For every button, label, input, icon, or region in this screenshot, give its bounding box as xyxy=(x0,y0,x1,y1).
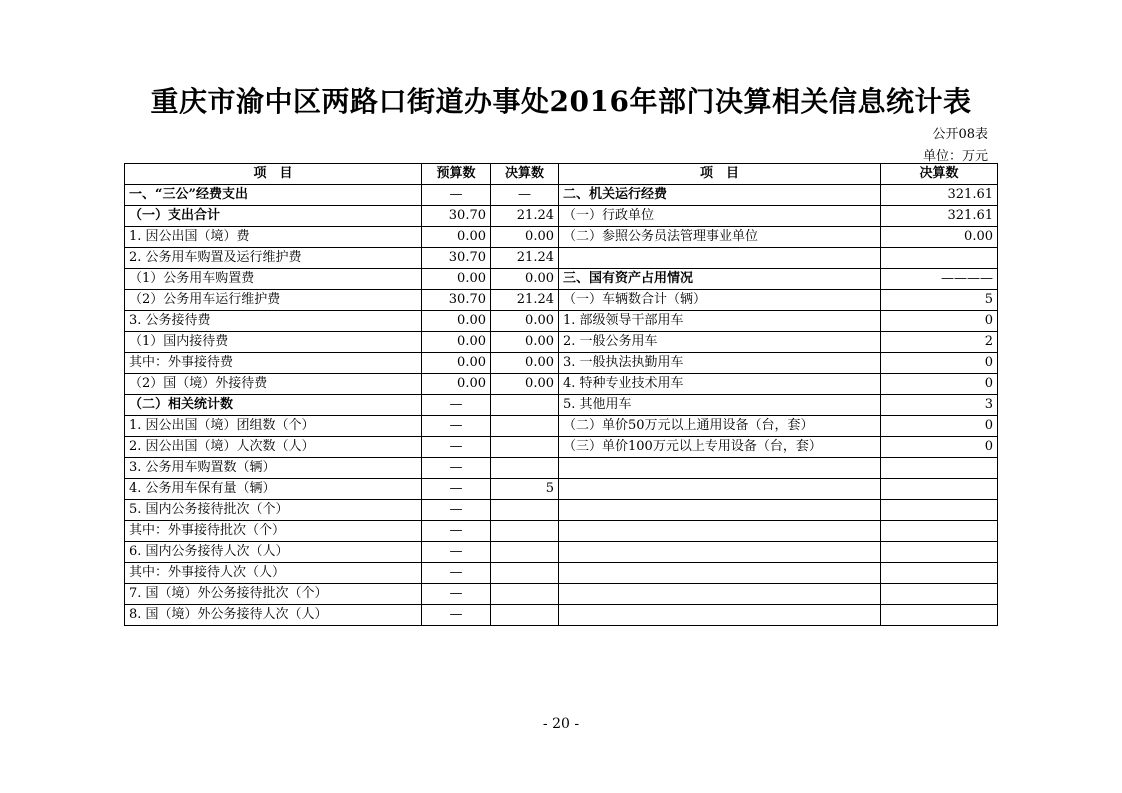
row-item: （二）相关统计数 xyxy=(125,395,422,416)
row-budget: 30.70 xyxy=(422,290,491,311)
row-actual xyxy=(491,605,559,626)
table-row xyxy=(125,437,998,458)
table-row xyxy=(125,290,998,311)
unit-label: 单位：万元 xyxy=(922,149,988,164)
row-budget: 0.00 xyxy=(422,311,491,332)
table-number: 公开08表 xyxy=(932,127,988,142)
row-actual-right: 321.61 xyxy=(881,206,998,227)
row-item-right: （二）参照公务员法管理事业单位 xyxy=(559,227,881,248)
row-item: 4. 公务用车保有量（辆） xyxy=(125,479,422,500)
row-actual-right: 0 xyxy=(881,311,998,332)
row-item-right xyxy=(559,584,881,605)
table-row xyxy=(125,605,998,626)
table-row xyxy=(125,311,998,332)
row-actual-right xyxy=(881,500,998,521)
row-item-right xyxy=(559,458,881,479)
row-budget: — xyxy=(422,416,491,437)
row-actual: 0.00 xyxy=(491,374,559,395)
row-item-right: （一）行政单位 xyxy=(559,206,881,227)
row-budget: — xyxy=(422,563,491,584)
row-actual-right xyxy=(881,248,998,269)
row-item-right: （二）单价50万元以上通用设备（台，套） xyxy=(559,416,881,437)
row-actual xyxy=(491,521,559,542)
row-budget: — xyxy=(422,542,491,563)
row-item: （2）公务用车运行维护费 xyxy=(125,290,422,311)
row-budget: 30.70 xyxy=(422,206,491,227)
row-actual: 0.00 xyxy=(491,269,559,290)
row-budget: 0.00 xyxy=(422,353,491,374)
table-row xyxy=(125,248,998,269)
row-item-right xyxy=(559,563,881,584)
row-actual-right xyxy=(881,458,998,479)
row-budget: 0.00 xyxy=(422,227,491,248)
table-row xyxy=(125,563,998,584)
row-item-right: 二、机关运行经费 xyxy=(559,185,881,206)
row-actual: 21.24 xyxy=(491,206,559,227)
row-actual-right xyxy=(881,605,998,626)
header-item-left: 项 目 xyxy=(125,164,422,185)
row-actual-right: ———— xyxy=(881,269,998,290)
row-item-right xyxy=(559,500,881,521)
row-actual-right: 321.61 xyxy=(881,185,998,206)
row-actual xyxy=(491,563,559,584)
header-row xyxy=(125,164,998,185)
row-actual-right xyxy=(881,542,998,563)
row-actual xyxy=(491,542,559,563)
row-budget: — xyxy=(422,395,491,416)
row-actual-right: 0 xyxy=(881,353,998,374)
table-row xyxy=(125,416,998,437)
row-budget: — xyxy=(422,479,491,500)
table-row xyxy=(125,500,998,521)
row-item: 8. 国（境）外公务接待人次（人） xyxy=(125,605,422,626)
row-budget: — xyxy=(422,605,491,626)
row-budget: — xyxy=(422,185,491,206)
row-actual-right xyxy=(881,584,998,605)
row-actual: 21.24 xyxy=(491,248,559,269)
row-budget: — xyxy=(422,521,491,542)
table-row xyxy=(125,227,998,248)
row-budget: — xyxy=(422,500,491,521)
row-actual: 0.00 xyxy=(491,353,559,374)
row-item: 一、“三公”经费支出 xyxy=(125,185,422,206)
table-row xyxy=(125,521,998,542)
row-item: 6. 国内公务接待人次（人） xyxy=(125,542,422,563)
table-row xyxy=(125,374,998,395)
row-item: 1. 因公出国（境）团组数（个） xyxy=(125,416,422,437)
row-actual-right: 0 xyxy=(881,437,998,458)
row-actual-right: 0.00 xyxy=(881,227,998,248)
row-item: （1）公务用车购置费 xyxy=(125,269,422,290)
table-row xyxy=(125,479,998,500)
row-item: 2. 因公出国（境）人次数（人） xyxy=(125,437,422,458)
row-item: （2）国（境）外接待费 xyxy=(125,374,422,395)
table-row xyxy=(125,185,998,206)
row-item: 2. 公务用车购置及运行维护费 xyxy=(125,248,422,269)
row-actual: 21.24 xyxy=(491,290,559,311)
row-actual: 0.00 xyxy=(491,227,559,248)
row-item-right xyxy=(559,521,881,542)
row-item: 7. 国（境）外公务接待批次（个） xyxy=(125,584,422,605)
row-actual xyxy=(491,437,559,458)
row-item-right: （一）车辆数合计（辆） xyxy=(559,290,881,311)
row-actual: 0.00 xyxy=(491,332,559,353)
row-actual-right: 5 xyxy=(881,290,998,311)
row-item: 其中：外事接待批次（个） xyxy=(125,521,422,542)
row-budget: — xyxy=(422,458,491,479)
row-item-right: 4. 特种专业技术用车 xyxy=(559,374,881,395)
row-actual-right xyxy=(881,521,998,542)
row-item: 其中：外事接待费 xyxy=(125,353,422,374)
table-row xyxy=(125,584,998,605)
row-item: 1. 因公出国（境）费 xyxy=(125,227,422,248)
table-row xyxy=(125,395,998,416)
row-item-right xyxy=(559,542,881,563)
row-actual xyxy=(491,584,559,605)
row-actual-right xyxy=(881,479,998,500)
row-item: 5. 国内公务接待批次（个） xyxy=(125,500,422,521)
row-actual xyxy=(491,416,559,437)
row-actual: 0.00 xyxy=(491,311,559,332)
row-item: 其中：外事接待人次（人） xyxy=(125,563,422,584)
row-actual xyxy=(491,458,559,479)
page-number: - 20 - xyxy=(542,716,580,732)
row-actual: — xyxy=(491,185,559,206)
row-item: 3. 公务用车购置数（辆） xyxy=(125,458,422,479)
table-row xyxy=(125,332,998,353)
table-row xyxy=(125,269,998,290)
row-budget: 0.00 xyxy=(422,269,491,290)
row-actual-right: 2 xyxy=(881,332,998,353)
table-row xyxy=(125,458,998,479)
row-item-right: 1. 部级领导干部用车 xyxy=(559,311,881,332)
header-actual-right: 决算数 xyxy=(881,164,998,185)
row-actual-right: 3 xyxy=(881,395,998,416)
row-budget: 30.70 xyxy=(422,248,491,269)
row-item-right: 三、国有资产占用情况 xyxy=(559,269,881,290)
row-item-right: 5. 其他用车 xyxy=(559,395,881,416)
row-item: （1）国内接待费 xyxy=(125,332,422,353)
header-budget: 预算数 xyxy=(422,164,491,185)
document-title: 重庆市渝中区两路口街道办事处2016年部门决算相关信息统计表 xyxy=(150,85,972,118)
row-budget: — xyxy=(422,437,491,458)
row-item-right xyxy=(559,479,881,500)
row-actual xyxy=(491,395,559,416)
row-actual: 5 xyxy=(491,479,559,500)
table-row xyxy=(125,353,998,374)
row-item: （一）支出合计 xyxy=(125,206,422,227)
row-budget: 0.00 xyxy=(422,374,491,395)
row-item-right xyxy=(559,248,881,269)
row-actual-right: 0 xyxy=(881,374,998,395)
header-actual: 决算数 xyxy=(491,164,559,185)
row-item-right: （三）单价100万元以上专用设备（台，套） xyxy=(559,437,881,458)
row-actual xyxy=(491,500,559,521)
row-budget: — xyxy=(422,584,491,605)
table-row xyxy=(125,206,998,227)
row-item-right: 3. 一般执法执勤用车 xyxy=(559,353,881,374)
row-actual-right xyxy=(881,563,998,584)
header-item-right: 项 目 xyxy=(559,164,881,185)
row-item-right xyxy=(559,605,881,626)
row-budget: 0.00 xyxy=(422,332,491,353)
row-actual-right: 0 xyxy=(881,416,998,437)
row-item-right: 2. 一般公务用车 xyxy=(559,332,881,353)
row-item: 3. 公务接待费 xyxy=(125,311,422,332)
statistics-table xyxy=(124,163,998,626)
table-row xyxy=(125,542,998,563)
